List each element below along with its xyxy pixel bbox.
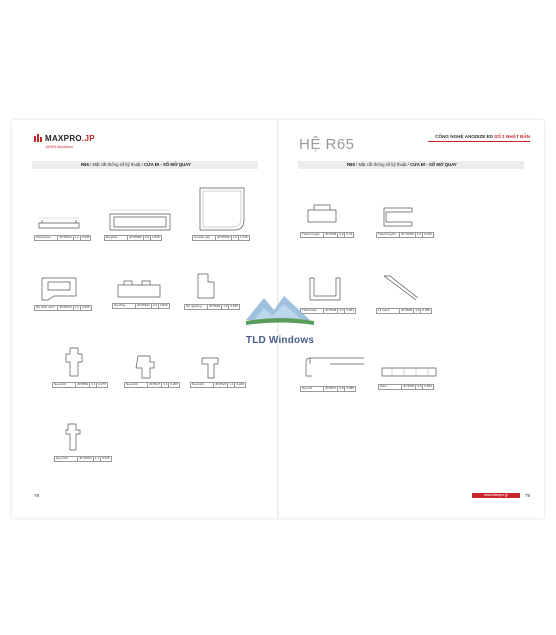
spec-name: Chuyển góc <box>193 236 216 241</box>
series-title: HỆ R65 <box>299 136 355 153</box>
spec-thickness: 1.5 <box>415 308 420 312</box>
spec-name: Nẹp kính <box>53 383 76 388</box>
section-desc: Mặt cắt thông số kỹ thuật <box>92 162 141 167</box>
spec-weight: 0.265 <box>170 382 178 386</box>
spec-code: JP-55505 <box>129 235 142 239</box>
tech-prefix: CÔNG NGHỆ ANODIZE ED <box>435 134 493 139</box>
spec-weight: 0.554 <box>424 384 432 388</box>
spec-code: JP-5554 <box>77 382 89 386</box>
spec-name: Thanh truyền <box>301 233 324 238</box>
header-rule <box>428 141 530 142</box>
spec-weight: 0.355 <box>422 308 430 312</box>
logo-text: MAXPRO <box>45 134 82 143</box>
spec-code: JP-5527 <box>149 382 161 386</box>
spec-table <box>192 235 250 241</box>
spec-name: Nẹp kính <box>191 383 214 388</box>
profile-drawing <box>52 342 92 382</box>
spec-thickness: 1.1 <box>91 382 96 386</box>
profile-item <box>300 350 370 392</box>
section-type: CỬA ĐI - SỔ MỞ QUAY <box>410 162 457 167</box>
tech-highlight: SỐ 1 NHẬT BẢN <box>494 134 530 139</box>
spec-weight: 0.835 <box>160 303 168 307</box>
spec-code: JP-55123 <box>59 305 72 309</box>
spec-name: Ốp ngưỡng <box>185 305 208 310</box>
spec-code: JP-5504 <box>401 308 413 312</box>
spec-name: Nẹp kính <box>55 457 78 462</box>
website-label[interactable]: www.Maxpro.jp <box>472 493 520 498</box>
spec-thickness: 1.1 <box>229 382 234 386</box>
spec-code: JP-55112 <box>59 235 72 239</box>
spec-weight: 0.325 <box>102 456 110 460</box>
logo-suffix: .JP <box>81 134 95 143</box>
brand-sub: JAPAN Aluminium <box>45 145 74 149</box>
spec-table <box>52 382 108 388</box>
spec-thickness: 1.6 <box>232 235 238 239</box>
spec-thickness: 1.5 <box>223 304 228 308</box>
profile-item <box>52 342 108 388</box>
profile-item <box>190 352 246 388</box>
profile-drawing <box>378 360 440 384</box>
spec-weight: 0.465 <box>82 305 90 309</box>
profile-drawing <box>112 275 167 303</box>
page-number-right: 79 <box>524 493 530 498</box>
spec-table <box>124 382 180 388</box>
spec-thickness: 0.8 <box>339 386 344 390</box>
spec-code: JP-5505 <box>403 384 415 388</box>
profile-drawing <box>190 352 230 382</box>
profile-drawing <box>124 350 164 382</box>
spec-weight: 1.135 <box>240 235 248 239</box>
profile-drawing <box>104 208 176 235</box>
spec-table <box>378 384 434 390</box>
profile-item <box>34 270 92 311</box>
spec-table <box>300 232 354 238</box>
spec-thickness: 2.0 <box>339 232 344 236</box>
profile-drawing <box>34 215 84 235</box>
profile-item <box>104 208 176 241</box>
spec-name: Lá mạch <box>377 309 400 314</box>
spec-thickness: 2.0 <box>339 308 344 312</box>
watermark-text: TLD Windows <box>245 335 315 346</box>
profile-drawing <box>192 180 252 235</box>
watermark <box>230 290 330 346</box>
profile-drawing <box>376 200 421 232</box>
spec-name: Pano <box>379 385 402 390</box>
spec-weight: 1.845 <box>152 235 160 239</box>
spec-thickness: 2.0 <box>152 303 158 307</box>
profile-drawing <box>34 270 84 305</box>
logo-bars-icon <box>34 134 43 142</box>
spec-name: Ốp chân cánh <box>35 306 58 311</box>
profile-drawing <box>300 200 345 232</box>
spec-thickness: 2.0 <box>144 235 150 239</box>
profile-item <box>124 350 180 388</box>
spec-table <box>112 303 170 309</box>
spec-weight: 0.275 <box>98 382 106 386</box>
spec-thickness: 1.1 <box>163 382 168 386</box>
spec-table <box>376 308 432 314</box>
profile-item <box>192 180 252 241</box>
profile-drawing <box>300 350 370 386</box>
spec-thickness: 1.2 <box>74 305 80 309</box>
spec-code: JP-70018 <box>401 232 414 236</box>
spec-name: Thanh truyền <box>377 233 400 238</box>
profile-drawing <box>376 268 426 308</box>
spec-table <box>104 235 162 241</box>
spec-table <box>54 456 112 462</box>
section-bar-left: R65 / Mặt cắt thông số kỹ thuật / CỬA ĐI - SỔ MỞ QUAY <box>32 161 258 169</box>
section-desc: Mặt cắt thông số kỹ thuật <box>358 162 407 167</box>
profile-item <box>54 418 112 462</box>
spec-table <box>376 232 434 238</box>
spec-weight: 0.245 <box>236 382 244 386</box>
spec-name: Khung bao <box>35 236 58 241</box>
spec-thickness: 1.2 <box>74 235 79 239</box>
spec-name: Nẹp khí <box>301 387 324 392</box>
spec-table <box>300 386 356 392</box>
profile-item <box>378 360 440 390</box>
spec-name: Thanh biên <box>301 309 324 314</box>
spec-code: JP-15221 <box>79 456 92 460</box>
page-number-left: 78 <box>34 493 40 498</box>
spec-thickness: 0.8 <box>417 384 422 388</box>
spec-weight: 0.945 <box>81 235 90 239</box>
spec-code: JP-55514 <box>137 303 150 307</box>
brand-logo <box>34 134 95 143</box>
spec-name: Đố ghép <box>105 236 128 241</box>
spec-thickness: 1.5 <box>416 232 422 236</box>
spec-code: JP-5503 <box>325 308 337 312</box>
profile-item <box>34 215 91 241</box>
spec-code: JP-55516 <box>217 235 230 239</box>
section-code: R65 <box>80 162 89 167</box>
spec-weight: 0.361 <box>346 308 354 312</box>
spec-table <box>34 305 92 311</box>
profile-drawing <box>54 418 90 456</box>
profile-item <box>300 200 354 238</box>
spec-thickness: 1.1 <box>94 456 100 460</box>
profile-item <box>376 200 434 238</box>
spec-weight: 0.485 <box>346 386 354 390</box>
section-code: R65 <box>346 162 355 167</box>
spec-table <box>34 235 91 241</box>
profile-item <box>376 268 432 314</box>
house-logo-icon <box>240 290 320 330</box>
spec-name: Ngưỡng <box>113 304 136 309</box>
spec-code: JP-5523 <box>215 382 227 386</box>
profile-drawing <box>184 268 224 304</box>
spec-table <box>190 382 246 388</box>
spec-code: JP-5502 <box>209 304 221 308</box>
spec-weight: 0.195 <box>424 232 432 236</box>
spec-name: Nẹp kính <box>125 383 148 388</box>
section-bar-right: R65 / Mặt cắt thông số kỹ thuật / CỬA ĐI - SỔ MỞ QUAY <box>298 161 524 169</box>
profile-item <box>112 275 170 309</box>
spec-weight: 0.74 <box>346 232 353 236</box>
spec-code: JP-5517 <box>325 386 337 390</box>
spec-weight: 0.185 <box>230 304 238 308</box>
tech-label <box>435 134 530 139</box>
section-type: CỬA ĐI - SỔ MỞ QUAY <box>144 162 191 167</box>
spec-code: JP-5505 <box>325 232 337 236</box>
